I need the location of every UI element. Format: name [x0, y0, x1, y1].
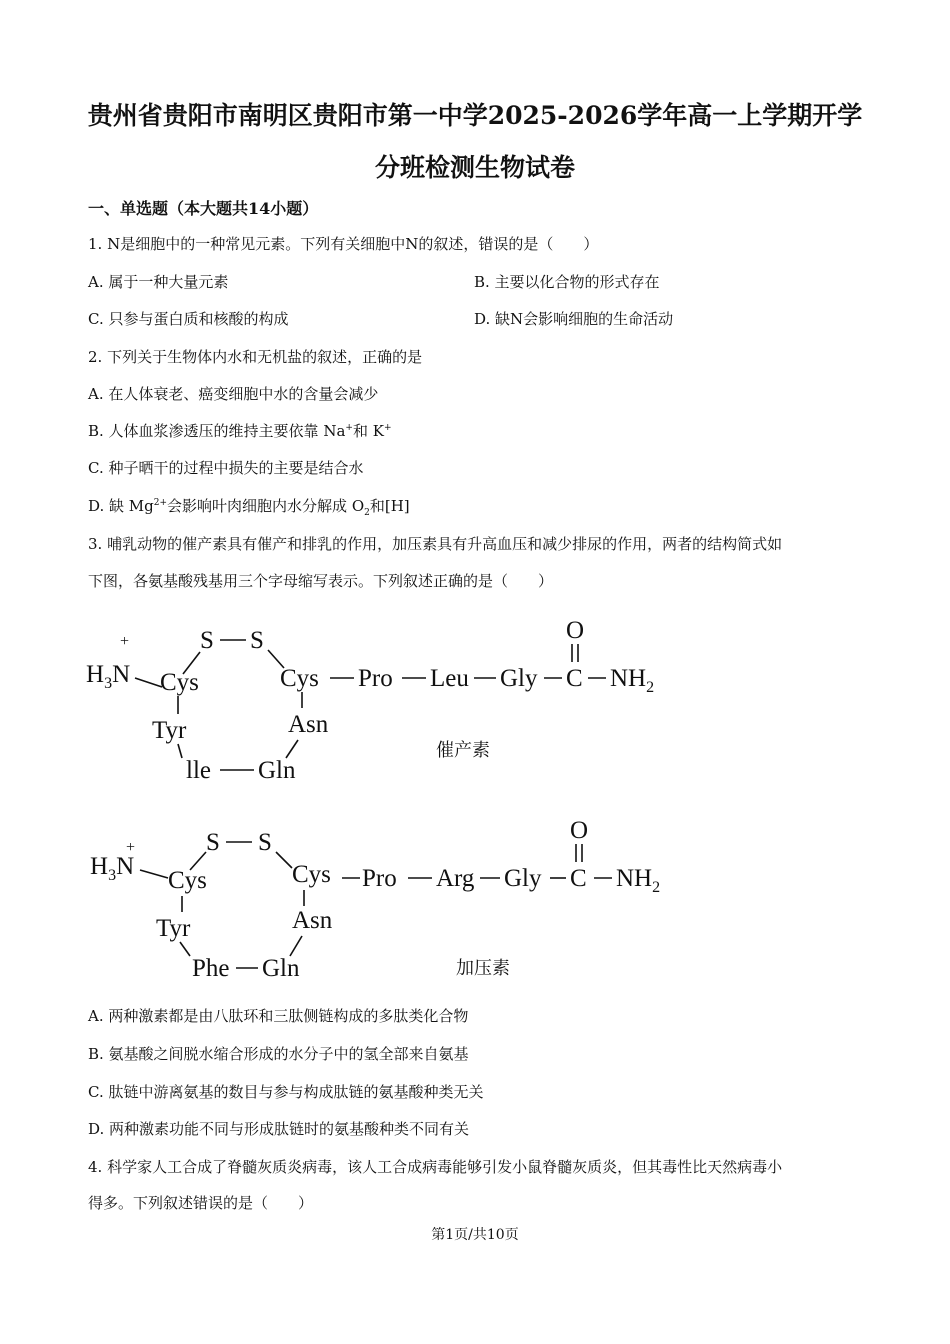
q3-stem-line-2: 下图，各氨基酸残基用三个字母缩写表示。下列叙述正确的是（ ） — [88, 572, 554, 590]
amine-charge: + — [120, 633, 130, 650]
q1-option-c: C. 只参与蛋白质和核酸的构成 — [88, 310, 289, 328]
sulfur-1: S — [200, 627, 214, 654]
residue-asn: Asn — [288, 711, 329, 738]
q4-stem-line-1: 4. 科学家人工合成了脊髓灰质炎病毒，该人工合成病毒能够引发小鼠脊髓灰质炎，但其毒性比天然病毒小 — [88, 1158, 783, 1176]
q1-option-b: B. 主要以化合物的形式存在 — [474, 273, 660, 291]
residue-asn: Asn — [292, 907, 333, 934]
q1-option-a: A. 属于一种大量元素 — [88, 273, 229, 291]
amine-charge: + — [126, 839, 136, 856]
residue-cys-1: Cys — [160, 669, 199, 696]
q2-stem: 2. 下列关于生物体内水和无机盐的叙述，正确的是 — [88, 348, 423, 366]
sulfur-1: S — [206, 829, 220, 856]
residue-tyr: Tyr — [156, 915, 191, 942]
amide-group: $NH_2$ — [610, 665, 655, 696]
q3-option-b: B. 氨基酸之间脱水缩合形成的水分子中的氢全部来自氨基 — [88, 1045, 469, 1063]
oxytocin-structure — [0, 612, 950, 792]
vasopressin-structure — [0, 812, 950, 992]
amide-group: $NH_2$ — [616, 865, 661, 896]
residue-gln: Gln — [258, 757, 296, 784]
q2-option-c: C. 种子晒干的过程中损失的主要是结合水 — [88, 459, 364, 477]
carbonyl-carbon: C — [570, 865, 587, 892]
q1-option-d: D. 缺N会影响细胞的生命活动 — [474, 310, 674, 328]
residue-cys-1: Cys — [168, 867, 207, 894]
carbonyl-oxygen: O — [570, 817, 589, 844]
oxytocin-caption: 催产素 — [436, 740, 490, 761]
amine-group: $H_3N$ — [86, 661, 131, 692]
q2-option-b: B. 人体血浆渗透压的维持主要依靠 Na+和 K+ — [88, 422, 392, 440]
residue-pro: Pro — [362, 865, 397, 892]
residue-gly: Gly — [500, 665, 538, 692]
q4-stem-line-2: 得多。下列叙述错误的是（ ） — [88, 1194, 314, 1212]
residue-gly: Gly — [504, 865, 542, 892]
sulfur-2: S — [258, 829, 272, 856]
sulfur-2: S — [250, 627, 264, 654]
residue-pro: Pro — [358, 665, 393, 692]
page-footer: 第1页/共10页 — [431, 1227, 519, 1243]
q2-option-a: A. 在人体衰老、癌变细胞中水的含量会减少 — [88, 385, 379, 403]
residue-gln: Gln — [262, 955, 300, 982]
q3-stem-line-1: 3. 哺乳动物的催产素具有催产和排乳的作用，加压素具有升高血压和减少排尿的作用，两者的结构简式如 — [88, 535, 783, 553]
q3-option-c: C. 肽链中游离氨基的数目与参与构成肽链的氨基酸种类无关 — [88, 1083, 484, 1101]
carbonyl-carbon: C — [566, 665, 583, 692]
q1-stem: 1. N是细胞中的一种常见元素。下列有关细胞中N的叙述，错误的是（ ） — [88, 235, 599, 253]
residue-ile: lle — [186, 757, 211, 784]
residue-phe: Phe — [192, 955, 230, 982]
carbonyl-oxygen: O — [566, 617, 585, 644]
q2-option-d: D. 缺 $Mg^{2+}$会影响叶肉细胞内水分解成 $O_2$和[H] — [88, 497, 410, 518]
page-title-line-1: 贵州省贵阳市南明区贵阳市第一中学2025-2026学年高一上学期开学 — [87, 101, 863, 130]
page-title-line-2: 分班检测生物试卷 — [374, 153, 575, 182]
residue-leu: Leu — [430, 665, 469, 692]
amine-group: $H_3N$ — [90, 853, 135, 884]
residue-arg: Arg — [436, 865, 475, 892]
vasopressin-caption: 加压素 — [456, 958, 510, 979]
residue-cys-2: Cys — [280, 665, 319, 692]
q3-option-a: A. 两种激素都是由八肽环和三肽侧链构成的多肽类化合物 — [88, 1007, 469, 1025]
section-heading: 一、单选题（本大题共14小题） — [88, 199, 319, 218]
q3-option-d: D. 两种激素功能不同与形成肽链时的氨基酸种类不同有关 — [88, 1120, 470, 1138]
residue-tyr: Tyr — [152, 717, 187, 744]
residue-cys-2: Cys — [292, 861, 331, 888]
